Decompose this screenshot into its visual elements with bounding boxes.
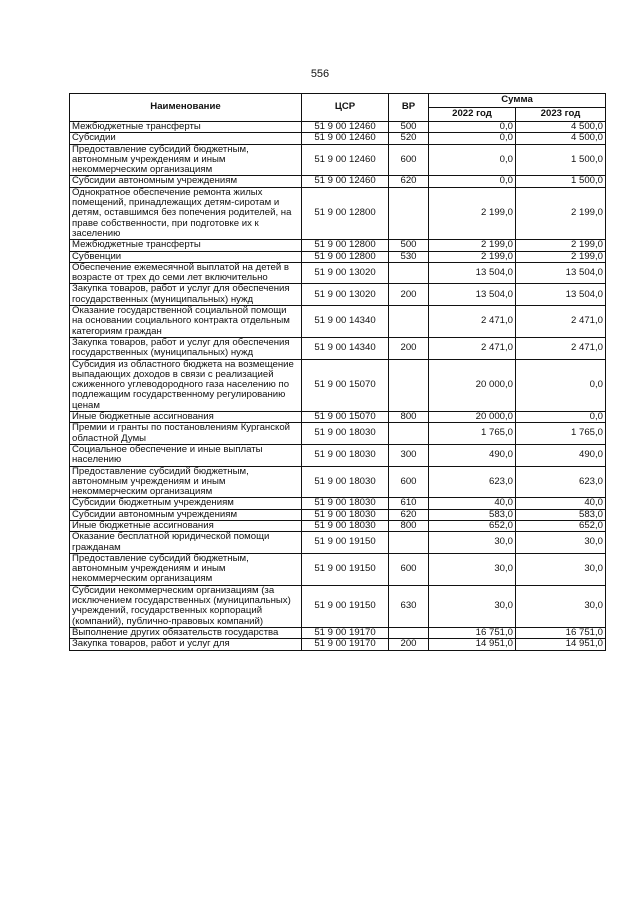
table-row	[70, 466, 606, 498]
table-row	[70, 122, 606, 133]
cell-name: Обеспечение ежемесячной выплатой на детей в возрасте от трех до семи лет включительно	[70, 262, 302, 284]
budget-table	[69, 93, 606, 651]
cell-csr: 51 9 00 13020	[302, 262, 389, 284]
cell-name: Однократное обеспечение ремонта жилых помещений, принадлежащих детям-сиротам и детям, оставшимся без попечения родителей, на праве собственности, при подготовке их к заселению	[70, 187, 302, 239]
cell-y2023: 30,0	[516, 532, 606, 554]
table-row	[70, 262, 606, 284]
cell-y2022: 490,0	[429, 444, 516, 466]
cell-csr: 51 9 00 18030	[302, 466, 389, 498]
cell-vr	[389, 359, 429, 411]
cell-csr: 51 9 00 19150	[302, 532, 389, 554]
cell-csr: 51 9 00 14340	[302, 337, 389, 359]
table-row	[70, 176, 606, 187]
header-csr: ЦСР	[302, 94, 389, 122]
table-row	[70, 423, 606, 445]
cell-csr: 51 9 00 18030	[302, 498, 389, 509]
cell-name: Оказание государственной социальной помощи на основании социального контракта отдельным категориям граждан	[70, 306, 302, 338]
cell-y2023: 2 199,0	[516, 187, 606, 239]
cell-vr: 800	[389, 520, 429, 531]
cell-name: Выполнение других обязательств государства	[70, 627, 302, 638]
cell-name: Закупка товаров, работ и услуг для	[70, 639, 302, 650]
header-name: Наименование	[70, 94, 302, 122]
cell-vr: 620	[389, 509, 429, 520]
cell-csr: 51 9 00 15070	[302, 412, 389, 423]
cell-y2023: 16 751,0	[516, 627, 606, 638]
cell-y2023: 2 471,0	[516, 337, 606, 359]
cell-vr	[389, 423, 429, 445]
cell-csr: 51 9 00 19150	[302, 585, 389, 627]
cell-y2023: 4 500,0	[516, 122, 606, 133]
cell-name: Субсидия из областного бюджета на возмещение выпадающих доходов в связи с реализацией сжиженного углеводородного газа населению по подлежащим государственному регулированию ценам	[70, 359, 302, 411]
cell-vr: 600	[389, 466, 429, 498]
cell-name: Субсидии некоммерческим организациям (за исключением государственных (муниципальных) учреждений, государственных корпораций (компаний), публично-правовых компаний)	[70, 585, 302, 627]
cell-vr: 800	[389, 412, 429, 423]
cell-y2023: 0,0	[516, 359, 606, 411]
cell-y2023: 30,0	[516, 553, 606, 585]
cell-vr: 200	[389, 284, 429, 306]
cell-y2022: 20 000,0	[429, 412, 516, 423]
cell-csr: 51 9 00 12800	[302, 240, 389, 251]
table-row	[70, 284, 606, 306]
cell-y2022: 2 199,0	[429, 240, 516, 251]
cell-y2022: 0,0	[429, 176, 516, 187]
cell-name: Субсидии бюджетным учреждениям	[70, 498, 302, 509]
cell-y2022: 30,0	[429, 532, 516, 554]
cell-y2022: 13 504,0	[429, 284, 516, 306]
cell-csr: 51 9 00 12460	[302, 176, 389, 187]
cell-csr: 51 9 00 14340	[302, 306, 389, 338]
cell-vr: 500	[389, 240, 429, 251]
cell-y2022: 40,0	[429, 498, 516, 509]
cell-y2022: 1 765,0	[429, 423, 516, 445]
cell-name: Субсидии	[70, 133, 302, 144]
cell-y2023: 2 199,0	[516, 251, 606, 262]
page-number: 556	[310, 68, 330, 80]
table-row	[70, 187, 606, 239]
cell-y2022: 2 471,0	[429, 306, 516, 338]
cell-vr: 200	[389, 639, 429, 650]
cell-name: Предоставление субсидий бюджетным, автономным учреждениям и иным некоммерческим организациям	[70, 466, 302, 498]
cell-vr: 500	[389, 122, 429, 133]
cell-vr: 530	[389, 251, 429, 262]
cell-name: Оказание бесплатной юридической помощи гражданам	[70, 532, 302, 554]
cell-csr: 51 9 00 18030	[302, 444, 389, 466]
cell-csr: 51 9 00 18030	[302, 520, 389, 531]
cell-csr: 51 9 00 19150	[302, 553, 389, 585]
table-row	[70, 359, 606, 411]
table-row	[70, 133, 606, 144]
cell-csr: 51 9 00 18030	[302, 423, 389, 445]
table-row	[70, 553, 606, 585]
cell-vr	[389, 627, 429, 638]
cell-y2023: 13 504,0	[516, 284, 606, 306]
cell-name: Закупка товаров, работ и услуг для обеспечения государственных (муниципальных) нужд	[70, 337, 302, 359]
cell-y2022: 583,0	[429, 509, 516, 520]
table-row	[70, 639, 606, 650]
cell-y2022: 0,0	[429, 133, 516, 144]
cell-y2023: 14 951,0	[516, 639, 606, 650]
cell-y2023: 4 500,0	[516, 133, 606, 144]
cell-csr: 51 9 00 12460	[302, 133, 389, 144]
cell-y2023: 1 765,0	[516, 423, 606, 445]
table-row	[70, 627, 606, 638]
cell-csr: 51 9 00 18030	[302, 509, 389, 520]
cell-y2022: 2 199,0	[429, 187, 516, 239]
cell-csr: 51 9 00 12460	[302, 122, 389, 133]
cell-vr: 200	[389, 337, 429, 359]
cell-csr: 51 9 00 19170	[302, 639, 389, 650]
cell-name: Иные бюджетные ассигнования	[70, 412, 302, 423]
cell-y2022: 623,0	[429, 466, 516, 498]
cell-y2022: 0,0	[429, 144, 516, 176]
cell-name: Межбюджетные трансферты	[70, 122, 302, 133]
cell-name: Субвенции	[70, 251, 302, 262]
cell-y2023: 623,0	[516, 466, 606, 498]
cell-y2022: 14 951,0	[429, 639, 516, 650]
table-row	[70, 306, 606, 338]
cell-y2022: 30,0	[429, 553, 516, 585]
cell-csr: 51 9 00 12460	[302, 144, 389, 176]
cell-vr: 300	[389, 444, 429, 466]
table-row	[70, 337, 606, 359]
table-row	[70, 532, 606, 554]
cell-y2023: 1 500,0	[516, 176, 606, 187]
cell-csr: 51 9 00 12800	[302, 187, 389, 239]
cell-vr	[389, 262, 429, 284]
cell-y2023: 2 199,0	[516, 240, 606, 251]
cell-csr: 51 9 00 12800	[302, 251, 389, 262]
cell-name: Межбюджетные трансферты	[70, 240, 302, 251]
cell-y2022: 16 751,0	[429, 627, 516, 638]
cell-y2023: 30,0	[516, 585, 606, 627]
cell-vr	[389, 532, 429, 554]
cell-y2023: 13 504,0	[516, 262, 606, 284]
cell-y2023: 583,0	[516, 509, 606, 520]
header-vr: ВР	[389, 94, 429, 122]
header-2023: 2023 год	[516, 108, 606, 122]
cell-y2023: 1 500,0	[516, 144, 606, 176]
cell-name: Социальное обеспечение и иные выплаты населению	[70, 444, 302, 466]
cell-y2022: 652,0	[429, 520, 516, 531]
cell-y2023: 0,0	[516, 412, 606, 423]
cell-csr: 51 9 00 13020	[302, 284, 389, 306]
cell-name: Предоставление субсидий бюджетным, автономным учреждениям и иным некоммерческим организациям	[70, 144, 302, 176]
cell-vr: 520	[389, 133, 429, 144]
cell-vr: 620	[389, 176, 429, 187]
cell-y2022: 2 199,0	[429, 251, 516, 262]
table-row	[70, 585, 606, 627]
header-sum: Сумма	[429, 94, 606, 108]
cell-name: Субсидии автономным учреждениям	[70, 176, 302, 187]
table-row	[70, 520, 606, 531]
cell-y2022: 2 471,0	[429, 337, 516, 359]
cell-vr	[389, 187, 429, 239]
cell-name: Предоставление субсидий бюджетным, автономным учреждениям и иным некоммерческим организациям	[70, 553, 302, 585]
cell-name: Иные бюджетные ассигнования	[70, 520, 302, 531]
cell-name: Субсидии автономным учреждениям	[70, 509, 302, 520]
table-row	[70, 444, 606, 466]
cell-y2023: 652,0	[516, 520, 606, 531]
table-row	[70, 412, 606, 423]
cell-vr: 600	[389, 553, 429, 585]
cell-y2023: 490,0	[516, 444, 606, 466]
cell-vr	[389, 306, 429, 338]
cell-y2023: 40,0	[516, 498, 606, 509]
cell-name: Премии и гранты по постановлениям Курганской областной Думы	[70, 423, 302, 445]
cell-vr: 630	[389, 585, 429, 627]
cell-y2022: 13 504,0	[429, 262, 516, 284]
table-row	[70, 498, 606, 509]
cell-vr: 610	[389, 498, 429, 509]
table-row	[70, 144, 606, 176]
cell-vr: 600	[389, 144, 429, 176]
table-row	[70, 509, 606, 520]
table-row	[70, 251, 606, 262]
cell-csr: 51 9 00 19170	[302, 627, 389, 638]
cell-csr: 51 9 00 15070	[302, 359, 389, 411]
cell-y2023: 2 471,0	[516, 306, 606, 338]
cell-y2022: 20 000,0	[429, 359, 516, 411]
cell-y2022: 30,0	[429, 585, 516, 627]
table-body	[70, 122, 606, 651]
table-row	[70, 240, 606, 251]
cell-name: Закупка товаров, работ и услуг для обеспечения государственных (муниципальных) нужд	[70, 284, 302, 306]
header-2022: 2022 год	[429, 108, 516, 122]
cell-y2022: 0,0	[429, 122, 516, 133]
